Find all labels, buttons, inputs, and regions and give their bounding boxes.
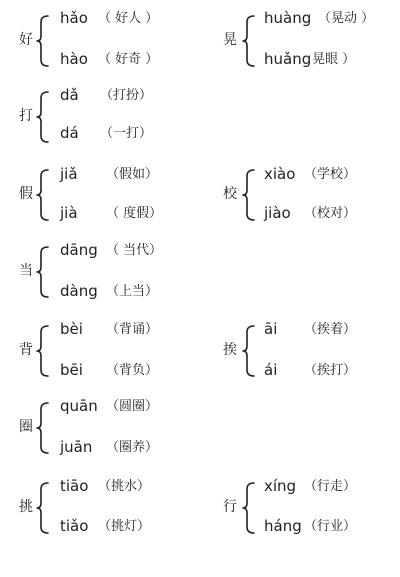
example-word: （ 好奇 ） xyxy=(98,52,159,67)
example-word: （挨着） xyxy=(304,322,357,337)
character: 挨 xyxy=(223,342,237,358)
brace-icon xyxy=(36,481,52,535)
character: 好 xyxy=(19,32,33,48)
example-word: （行走） xyxy=(304,479,357,494)
pinyin: tiǎo xyxy=(60,517,89,535)
pinyin: quān xyxy=(60,397,98,415)
pinyin: tiāo xyxy=(60,477,89,495)
example-word: （假如） xyxy=(106,167,159,182)
pinyin: huǎng xyxy=(264,50,312,68)
brace-icon xyxy=(242,14,258,68)
example-word: （行业） xyxy=(304,519,357,534)
pinyin: bèi xyxy=(60,320,83,338)
brace-icon xyxy=(36,324,52,378)
pinyin: jià xyxy=(60,204,78,222)
example-word: （学校） xyxy=(304,167,357,182)
pinyin: ái xyxy=(264,361,278,379)
example-word: （ 当代） xyxy=(106,243,163,258)
example-word: （一打） xyxy=(100,126,153,141)
example-word: （挨打） xyxy=(304,363,357,378)
example-word: （晃动 ） xyxy=(318,11,375,26)
example-word: （背诵） xyxy=(106,322,159,337)
example-word: （上当） xyxy=(106,284,159,299)
pinyin: huàng xyxy=(264,9,312,27)
pinyin: háng xyxy=(264,517,302,535)
example-word: （挑水） xyxy=(98,479,151,494)
brace-icon xyxy=(36,90,52,144)
pinyin: hào xyxy=(60,50,88,68)
character: 晃 xyxy=(223,32,237,48)
pinyin: jiào xyxy=(264,204,291,222)
example-word: （圈养） xyxy=(106,440,159,455)
character: 挑 xyxy=(19,499,33,515)
pinyin: bēi xyxy=(60,361,83,379)
example-word: （ 度假） xyxy=(106,206,163,221)
example-word: （校对） xyxy=(304,206,357,221)
example-word: 晃眼 ） xyxy=(312,52,356,67)
example-word: （背负） xyxy=(106,363,159,378)
character: 背 xyxy=(19,342,33,358)
pinyin: jiǎ xyxy=(60,165,78,183)
pinyin: xíng xyxy=(264,477,297,495)
character: 假 xyxy=(19,186,33,202)
brace-icon xyxy=(242,168,258,222)
character: 圈 xyxy=(19,419,33,435)
pinyin: dǎ xyxy=(60,86,79,104)
brace-icon xyxy=(36,168,52,222)
brace-icon xyxy=(36,401,52,455)
pinyin: hǎo xyxy=(60,9,88,27)
example-word: （圆圈） xyxy=(106,399,159,414)
character: 当 xyxy=(19,263,33,279)
pinyin: xiào xyxy=(264,165,296,183)
brace-icon xyxy=(36,245,52,299)
character: 行 xyxy=(223,499,237,515)
example-word: （挑灯） xyxy=(98,519,151,534)
pinyin: juān xyxy=(60,438,93,456)
pinyin: dá xyxy=(60,124,79,142)
brace-icon xyxy=(36,14,52,68)
pinyin: dāng xyxy=(60,241,98,259)
pinyin: dàng xyxy=(60,282,98,300)
pinyin: āi xyxy=(264,320,278,338)
character: 校 xyxy=(223,186,237,202)
example-word: （打扮） xyxy=(100,88,153,103)
brace-icon xyxy=(242,324,258,378)
character: 打 xyxy=(19,108,33,124)
brace-icon xyxy=(242,481,258,535)
example-word: （ 好人 ） xyxy=(98,11,159,26)
